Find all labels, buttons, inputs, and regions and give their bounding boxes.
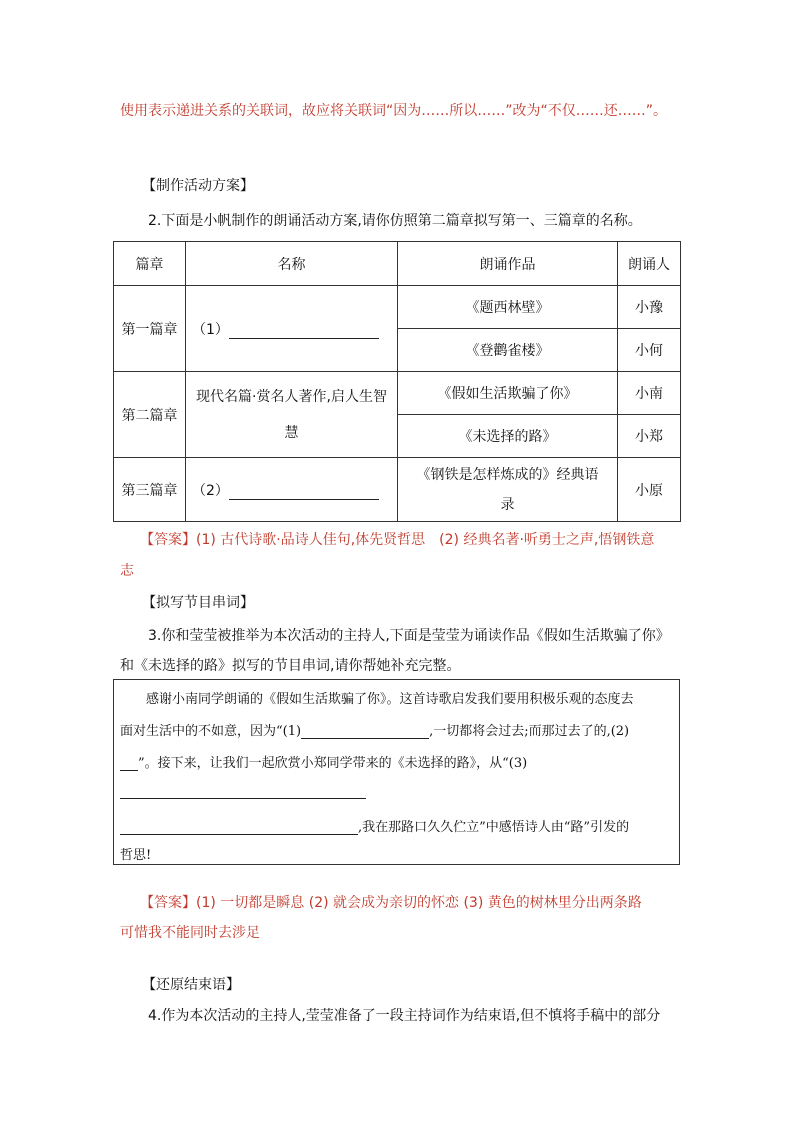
header-reader: 朗诵人 [618,242,681,286]
reader-name: 小原 [618,458,681,522]
table-row [114,372,681,415]
answer-label: 【答案】 [140,895,196,911]
host-script-box [113,679,680,865]
reader-name: 小豫 [618,286,681,329]
header-work: 朗诵作品 [398,242,618,286]
reader-name: 小郑 [618,415,681,458]
question-3-line-2: 和《未选择的路》拟写的节目串词,请你帮她补充完整。 [120,658,461,674]
answer-2-line-1: 【答案】(1) 一切都是瞬息 (2) 就会成为亲切的怀恋 (3) 黄色的树林里分出两条路 [140,895,642,911]
reader-name: 小何 [618,329,681,372]
script-blank-1[interactable] [301,725,429,739]
script-line-3: ”。接下来，让我们一起欣赏小郑同学带来的《未选择的路》，从“(3) [120,752,527,771]
answer-1-line-1: 【答案】(1) 古代诗歌·品诗人佳句,体先贤哲思 (2) 经典名著·听勇士之声,悟钢铁意 [140,532,655,548]
chapter-name-cell [186,458,398,522]
script-line-6: 哲思! [120,848,152,863]
blank-number: （1） [192,321,229,338]
section-heading-activity-plan: 【制作活动方案】 [142,178,254,194]
header-chapter: 篇章 [114,242,186,286]
script-blank-3b[interactable] [120,821,358,835]
table-row [114,286,681,329]
script-blank-3a[interactable] [120,785,366,799]
answer-blank-1[interactable] [229,324,379,339]
chapter-name-cell [186,286,398,372]
question-2: 2.下面是小帆制作的朗诵活动方案,请你仿照第二篇章拟写第一、三篇章的名称。 [148,213,642,229]
script-line-1: 感谢小南同学朗诵的《假如生活欺骗了你》。这首诗歌启发我们要用积极乐观的态度去 [146,692,634,707]
answer-label: 【答案】 [140,532,196,548]
work-title: 《登鹳雀楼》 [398,329,618,372]
chapter-label: 第三篇章 [114,458,186,522]
script-line-2: 面对生活中的不如意，因为“(1) ,一切都将会过去;而那过去了的,(2) [120,724,630,739]
table-row [114,458,681,522]
section-heading-host-script: 【拟写节目串词】 [142,595,254,611]
question-3-line-1: 3.你和莹莹被推举为本次活动的主持人,下面是莹莹为诵读作品《假如生活欺骗了你》 [148,628,670,644]
activity-plan-table [113,241,681,522]
chapter-label: 第一篇章 [114,286,186,372]
chapter-name-text: 现代名篇·赏名人著作,启人生智慧 [186,372,398,458]
work-title: 《题西林壁》 [398,286,618,329]
reader-name: 小南 [618,372,681,415]
question-4: 4.作为本次活动的主持人,莹莹准备了一段主持词作为结束语,但不慎将手稿中的部分 [148,1008,661,1024]
work-title: 《钢铁是怎样炼成的》经典语录 [398,458,618,522]
work-title: 《未选择的路》 [398,415,618,458]
work-title: 《假如生活欺骗了你》 [398,372,618,415]
answer-1-line-2: 志 [120,563,134,579]
intro-line: 使用表示递进关系的关联词，故应将关联词“因为……所以……”改为“不仅……还……”。 [120,103,668,119]
script-blank-2[interactable] [120,757,138,771]
header-name: 名称 [186,242,398,286]
script-line-4 [120,784,366,799]
table-header-row [114,242,681,286]
answer-blank-2[interactable] [229,485,379,500]
blank-number: （2） [192,482,229,499]
chapter-label: 第二篇章 [114,372,186,458]
script-line-5: ,我在那路口久久伫立”中感悟诗人由“路”引发的 [120,816,629,835]
answer-2-line-2: 可惜我不能同时去涉足 [120,925,260,941]
section-heading-closing: 【还原结束语】 [142,977,240,993]
